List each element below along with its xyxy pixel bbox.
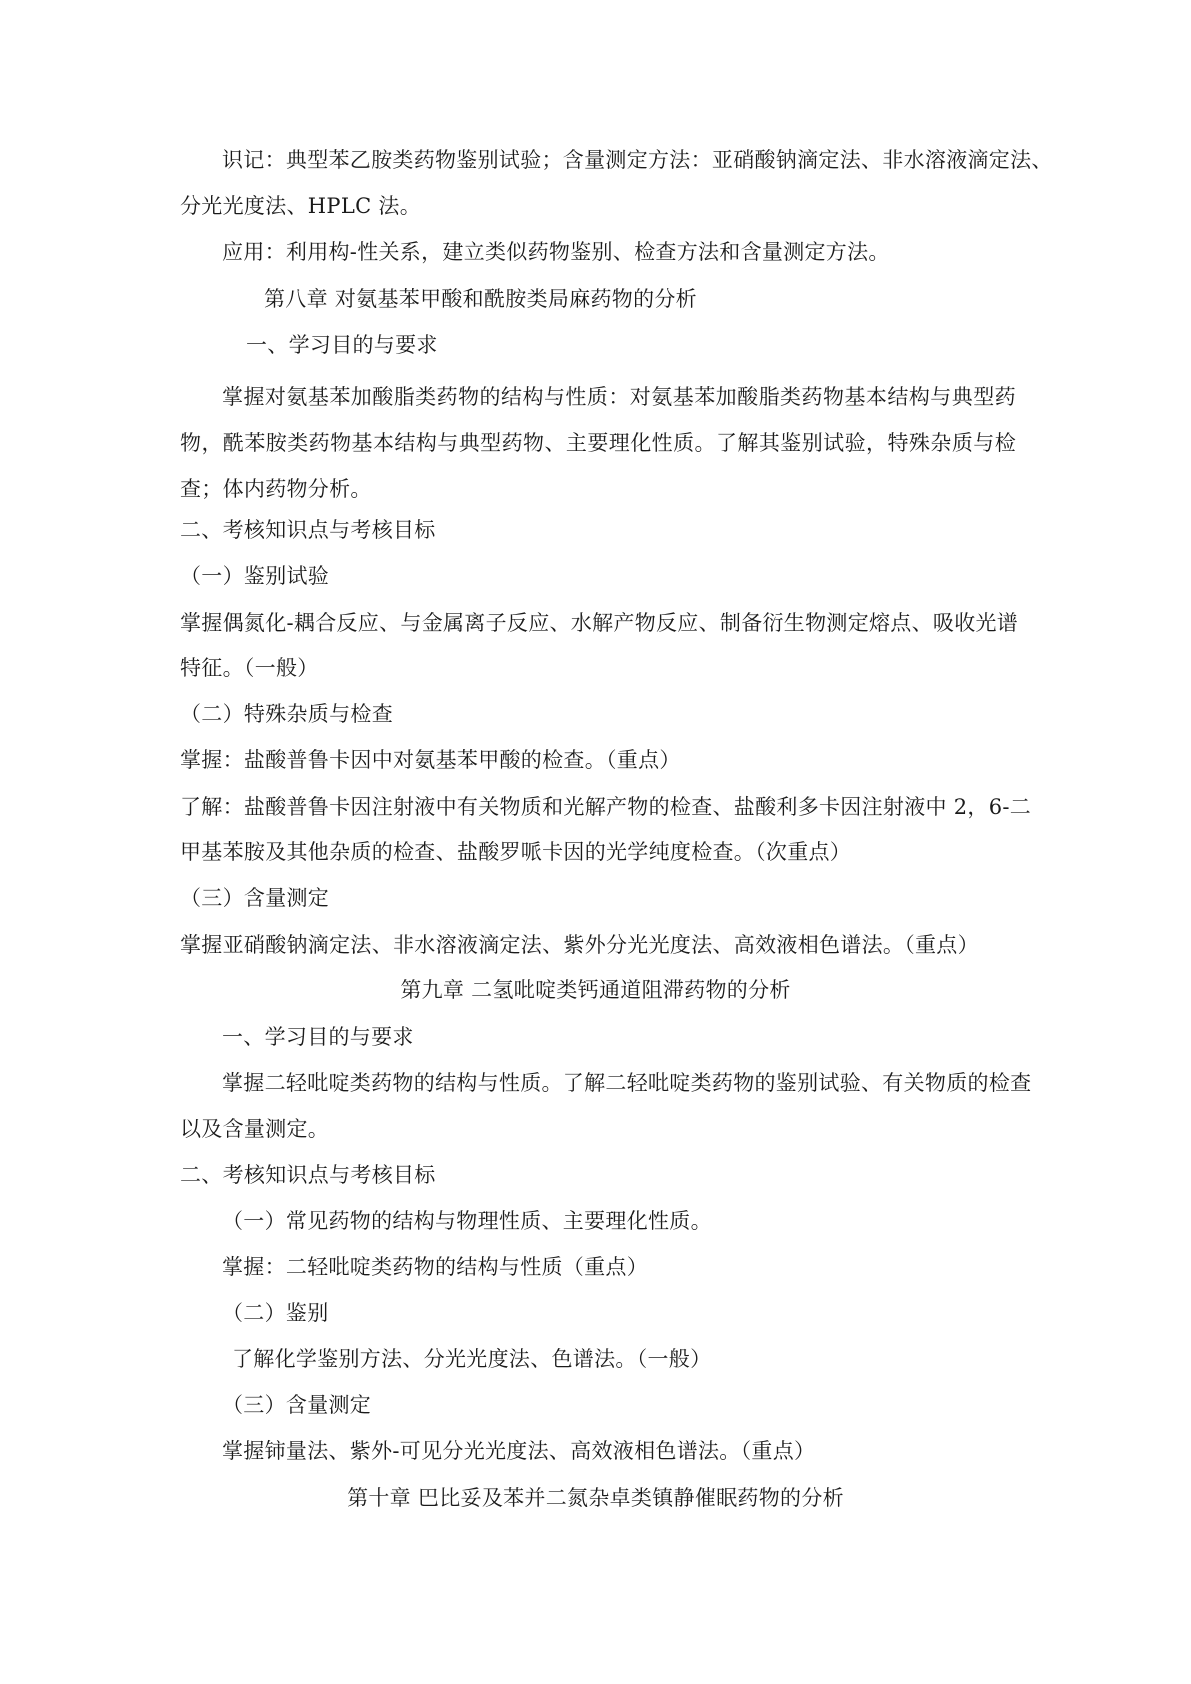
text-line: 掌握亚硝酸钠滴定法、非水溶液滴定法、紫外分光光度法、高效液相色谱法。（重点） (180, 933, 979, 957)
chapter-10-title: 第十章 巴比妥及苯并二氮杂卓类镇静催眠药物的分析 (347, 1486, 844, 1510)
subsection-heading: （三）含量测定 (222, 1393, 372, 1417)
text-line: 掌握偶氮化-耦合反应、与金属离子反应、水解产物反应、制备衍生物测定熔点、吸收光谱 (180, 611, 1019, 635)
text-line: 了解化学鉴别方法、分光光度法、色谱法。（一般） (232, 1347, 712, 1371)
text-line: 以及含量测定。 (180, 1117, 330, 1141)
text-line: 掌握二轻吡啶类药物的结构与性质。了解二轻吡啶类药物的鉴别试验、有关物质的检查 (222, 1071, 1032, 1095)
subsection-heading: （二）特殊杂质与检查 (180, 702, 393, 726)
section-heading: 二、考核知识点与考核目标 (180, 518, 436, 542)
subsection-heading: （三）含量测定 (180, 886, 330, 910)
text-line: 分光光度法、HPLC 法。 (180, 194, 422, 218)
text-line: 掌握：二轻吡啶类药物的结构与性质（重点） (222, 1255, 648, 1279)
text-line: 特征。（一般） (180, 656, 319, 680)
text-line: 掌握铈量法、紫外-可见分光光度法、高效液相色谱法。（重点） (222, 1439, 816, 1463)
chapter-9-title: 第九章 二氢吡啶类钙通道阻滞药物的分析 (400, 978, 791, 1002)
text-line: 了解：盐酸普鲁卡因注射液中有关物质和光解产物的检查、盐酸利多卡因注射液中 2，6-二 (180, 795, 1032, 819)
section-heading: 二、考核知识点与考核目标 (180, 1163, 436, 1187)
text-line: 识记：典型苯乙胺类药物鉴别试验；含量测定方法：亚硝酸钠滴定法、非水溶液滴定法、 (222, 148, 1053, 172)
subsection-heading: （一）鉴别试验 (180, 564, 330, 588)
subsection-heading: （二）鉴别 (222, 1301, 329, 1325)
subsection-heading: （一）常见药物的结构与物理性质、主要理化性质。 (222, 1209, 712, 1233)
section-heading: 一、学习目的与要求 (246, 333, 438, 357)
chapter-8-title: 第八章 对氨基苯甲酸和酰胺类局麻药物的分析 (264, 287, 697, 311)
text-line: 掌握：盐酸普鲁卡因中对氨基苯甲酸的检查。（重点） (180, 748, 681, 772)
section-heading: 一、学习目的与要求 (222, 1025, 414, 1049)
text-line: 应用：利用构-性关系，建立类似药物鉴别、检查方法和含量测定方法。 (222, 240, 890, 264)
paragraph: 掌握对氨基苯加酸脂类药物的结构与性质：对氨基苯加酸脂类药物基本结构与典型药物，酰苯胺类药物基本结构与典型药物、主要理化性质。了解其鉴别试验，特殊杂质与检查；体内药物分析。 (180, 385, 1016, 501)
text-line: 甲基苯胺及其他杂质的检查、盐酸罗哌卡因的光学纯度检查。（次重点） (180, 840, 852, 864)
